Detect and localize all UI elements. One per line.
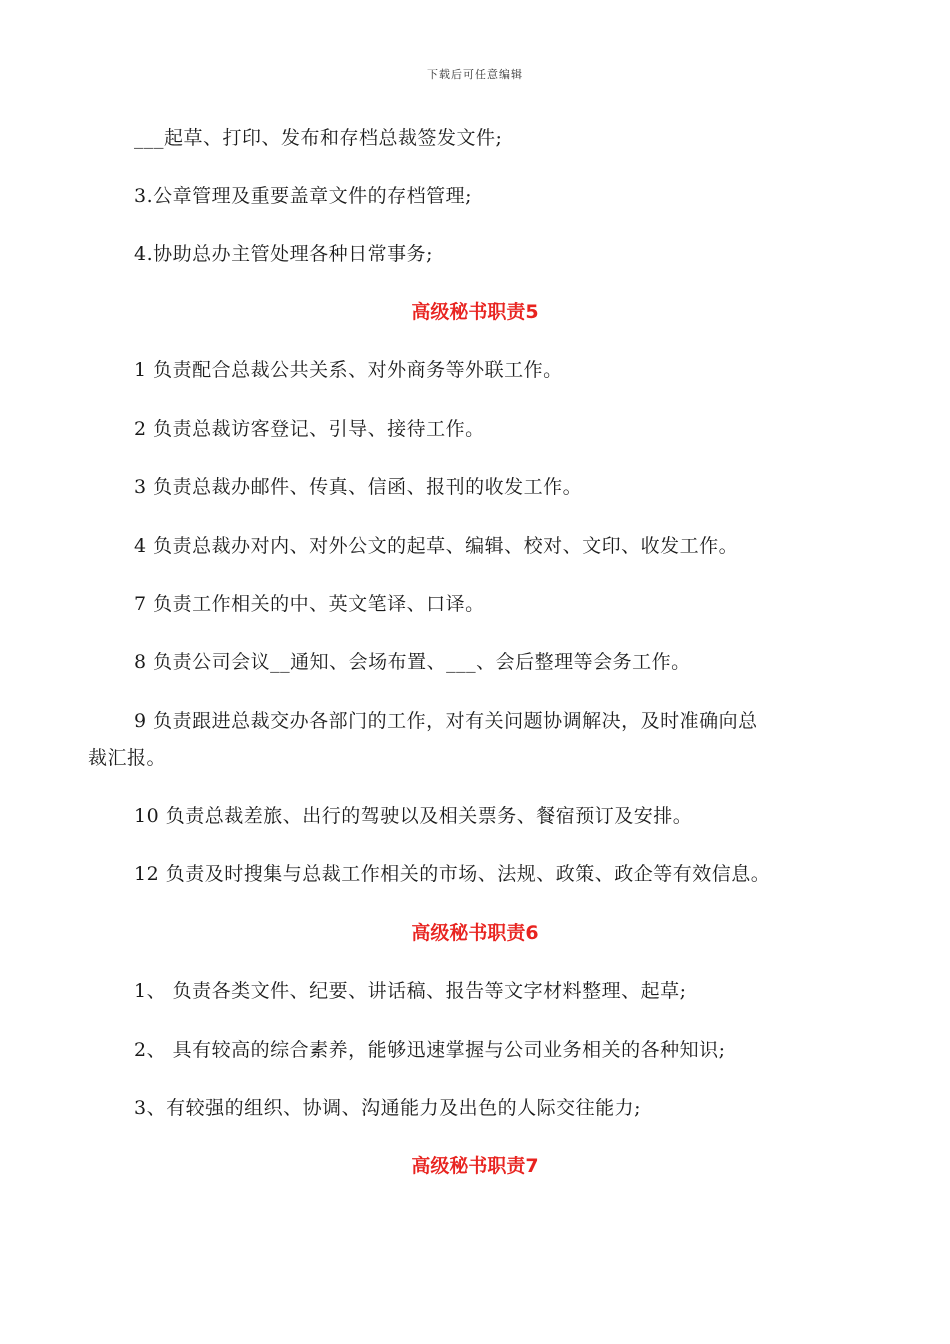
s5-item-3: 3 负责总裁办邮件、传真、信函、报刊的收发工作。 [134, 476, 583, 498]
intro-line-3: 4.协助总办主管处理各种日常事务; [134, 243, 434, 265]
s6-item-3: 3、有较强的组织、协调、沟通能力及出色的人际交往能力; [134, 1097, 641, 1119]
s5-item-9: 12 负责及时搜集与总裁工作相关的市场、法规、政策、政企等有效信息。 [134, 863, 771, 885]
section-heading-5: 高级秘书职责5 [411, 301, 539, 323]
s5-item-8: 10 负责总裁差旅、出行的驾驶以及相关票务、餐宿预订及安排。 [134, 805, 693, 827]
header-note: 下载后可任意编辑 [427, 68, 523, 81]
s5-item-7: 9 负责跟进总裁交办各部门的工作，对有关问题协调解决，及时准确向总 [134, 710, 758, 732]
section-heading-6: 高级秘书职责6 [411, 922, 539, 944]
s5-item-2: 2 负责总裁访客登记、引导、接待工作。 [134, 418, 485, 440]
intro-line-1: ___起草、打印、发布和存档总裁签发文件; [134, 127, 503, 149]
s5-item-7-continued: 裁汇报。 [88, 747, 167, 769]
s5-item-6: 8 负责公司会议__通知、会场布置、___、会后整理等会务工作。 [134, 651, 691, 673]
s5-item-1: 1 负责配合总裁公共关系、对外商务等外联工作。 [134, 359, 563, 381]
s6-item-1: 1、 负责各类文件、纪要、讲话稿、报告等文字材料整理、起草; [134, 980, 687, 1002]
intro-line-2: 3.公章管理及重要盖章文件的存档管理; [134, 185, 473, 207]
s6-item-2: 2、 具有较高的综合素养，能够迅速掌握与公司业务相关的各种知识; [134, 1039, 726, 1061]
s5-item-4: 4 负责总裁办对内、对外公文的起草、编辑、校对、文印、收发工作。 [134, 535, 739, 557]
s5-item-5: 7 负责工作相关的中、英文笔译、口译。 [134, 593, 485, 615]
section-heading-7: 高级秘书职责7 [411, 1155, 539, 1177]
